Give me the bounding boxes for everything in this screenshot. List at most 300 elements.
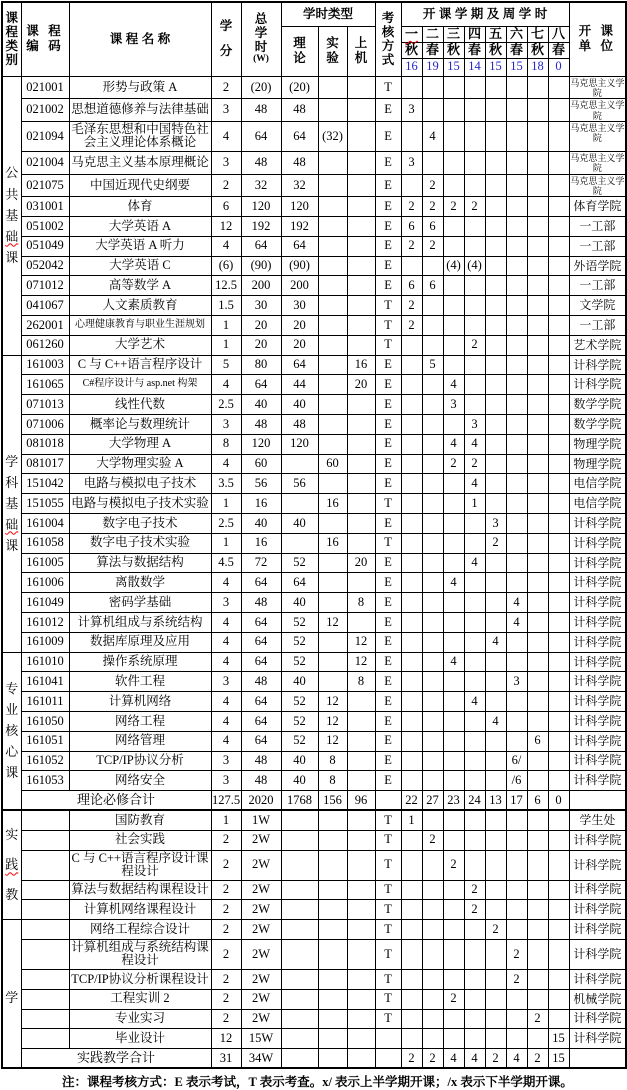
computer-hours-cell: 12 — [347, 632, 375, 652]
semester-hours-cell-3 — [443, 415, 464, 435]
semester-hours-cell-7 — [527, 573, 548, 593]
unit-cell: 计科学院 — [569, 830, 626, 850]
course-name-cell: 体育 — [69, 197, 211, 217]
semester-season-6: 春 — [506, 42, 527, 58]
total-hours-cell: 120 — [241, 434, 281, 454]
credits-cell: 3 — [211, 672, 241, 692]
semester-hours-cell-8 — [548, 217, 569, 237]
unit-cell: 计科学院 — [569, 573, 626, 593]
course-row — [2, 217, 626, 237]
course-code-cell: 161050 — [21, 711, 69, 731]
semester-hours-cell-3: 4 — [443, 434, 464, 454]
semester-hours-cell-8 — [548, 573, 569, 593]
lab-hours-cell — [318, 197, 347, 217]
total-hours-cell: 64 — [241, 121, 281, 151]
semester-hours-cell-2 — [422, 751, 443, 771]
course-name-cell: 算法与数据结构课程设计 — [69, 880, 211, 900]
credits-cell: 3 — [211, 151, 241, 174]
semester-hours-cell-4: 2 — [464, 335, 485, 355]
semester-hours-cell-8 — [548, 316, 569, 336]
semester-hours-cell-8 — [548, 751, 569, 771]
theory-hours-cell — [281, 1009, 318, 1029]
semester-hours-cell-2 — [422, 989, 443, 1009]
course-name-cell: 概率论与数理统计 — [69, 415, 211, 435]
semester-hours-cell-8 — [548, 830, 569, 850]
computer-hours-cell — [347, 236, 375, 256]
course-code-cell: 262001 — [21, 316, 69, 336]
exam-method-cell: E — [375, 771, 401, 791]
computer-hours-cell: 20 — [347, 375, 375, 395]
credits-cell: 1 — [211, 494, 241, 514]
course-code-cell: 081018 — [21, 434, 69, 454]
semester-hours-cell-5 — [485, 355, 506, 375]
course-row — [2, 593, 626, 613]
semester-hours-cell-2 — [422, 573, 443, 593]
category-cell: 学 — [2, 920, 21, 1069]
lab-hours-cell: 12 — [318, 612, 347, 632]
credits-cell: 1 — [211, 533, 241, 553]
total-hours-cell: 80 — [241, 355, 281, 375]
col-header-semester-title: 开 课 学 期 及 周 学 时 — [401, 2, 569, 26]
semester-hours-cell-5: 2 — [485, 1049, 506, 1069]
credits-cell: 1 — [211, 316, 241, 336]
unit-cell: 计科学院 — [569, 1009, 626, 1029]
semester-hours-cell-7 — [527, 514, 548, 534]
unit-cell: 文学院 — [569, 296, 626, 316]
course-row — [2, 236, 626, 256]
col-header-hour-type: 学时类型 — [281, 2, 375, 26]
course-code-cell: 161006 — [21, 573, 69, 593]
course-code-cell — [21, 1009, 69, 1029]
credits-cell: 2 — [211, 76, 241, 99]
course-code-cell — [21, 880, 69, 900]
exam-method-cell: T — [375, 850, 401, 880]
semester-hours-cell-2 — [422, 850, 443, 880]
lab-hours-cell: 12 — [318, 731, 347, 751]
credits-cell: 2.5 — [211, 514, 241, 534]
total-hours-cell: 2W — [241, 880, 281, 900]
computer-hours-cell — [347, 217, 375, 237]
theory-hours-cell: 40 — [281, 514, 318, 534]
course-code-cell: 021004 — [21, 151, 69, 174]
semester-hours-cell-1 — [401, 256, 422, 276]
semester-hours-cell-1 — [401, 692, 422, 712]
semester-hours-cell-4: 24 — [464, 791, 485, 811]
total-hours-cell: 15W — [241, 1029, 281, 1049]
theory-hours-cell — [281, 900, 318, 920]
semester-hours-cell-3 — [443, 751, 464, 771]
semester-hours-cell-6 — [506, 920, 527, 940]
semester-hours-cell-8 — [548, 1009, 569, 1029]
semester-hours-cell-4 — [464, 731, 485, 751]
course-name-cell: 思想道德修养与法律基础 — [69, 99, 211, 122]
semester-hours-cell-3: 4 — [443, 573, 464, 593]
semester-hours-cell-2 — [422, 771, 443, 791]
computer-hours-cell: 8 — [347, 593, 375, 613]
exam-method-cell: T — [375, 900, 401, 920]
semester-hours-cell-3 — [443, 771, 464, 791]
semester-hours-cell-7 — [527, 494, 548, 514]
semester-hours-cell-7 — [527, 256, 548, 276]
semester-hours-cell-1 — [401, 494, 422, 514]
exam-method-cell: E — [375, 355, 401, 375]
unit-cell: 马克思主义学院 — [570, 100, 625, 121]
theory-hours-cell: 200 — [281, 276, 318, 296]
semester-hours-cell-6 — [506, 692, 527, 712]
semester-hours-cell-8 — [548, 514, 569, 534]
unit-cell: 计科学院 — [569, 593, 626, 613]
course-row — [2, 415, 626, 435]
unit-cell: 一工部 — [569, 217, 626, 237]
semester-hours-cell-7 — [527, 969, 548, 989]
semester-hours-cell-3: 2 — [443, 850, 464, 880]
total-hours-cell: 1W — [241, 810, 281, 830]
exam-method-cell: E — [375, 514, 401, 534]
category-cell: 专 业 核 心 课 — [2, 652, 21, 810]
course-name-cell: 大学英语 A 听力 — [69, 236, 211, 256]
semester-hours-cell-8: 0 — [548, 791, 569, 811]
semester-hours-cell-7 — [527, 692, 548, 712]
course-name-cell: 数字电子技术实验 — [69, 533, 211, 553]
semester-hours-cell-5 — [485, 76, 506, 99]
course-code-cell: 071013 — [21, 395, 69, 415]
course-name-cell: 人文素质教育 — [69, 296, 211, 316]
semester-hours-cell-4: 2 — [464, 454, 485, 474]
exam-method-cell: T — [375, 830, 401, 850]
semester-hours-cell-3 — [443, 692, 464, 712]
semester-hours-cell-1 — [401, 920, 422, 940]
exam-method-cell: E — [375, 375, 401, 395]
semester-hours-cell-8 — [548, 355, 569, 375]
semester-hours-cell-4 — [464, 514, 485, 534]
total-hours-cell: 20 — [241, 316, 281, 336]
semester-hours-cell-8 — [548, 533, 569, 553]
semester-hours-cell-8 — [548, 474, 569, 494]
semester-hours-cell-4 — [464, 99, 485, 122]
semester-hours-cell-2: 2 — [422, 1049, 443, 1069]
semester-hours-cell-6 — [506, 553, 527, 573]
total-hours-cell: 64 — [241, 632, 281, 652]
semester-season-3: 秋 — [443, 42, 464, 58]
total-hours-cell: 72 — [241, 553, 281, 573]
credits-cell: 6 — [211, 197, 241, 217]
theory-hours-cell: 40 — [281, 771, 318, 791]
semester-hours-cell-7 — [527, 751, 548, 771]
computer-hours-cell — [347, 494, 375, 514]
semester-number-1: 一 — [401, 26, 422, 42]
total-hours-cell: 120 — [241, 197, 281, 217]
semester-hours-cell-2 — [422, 76, 443, 99]
total-row — [2, 1049, 626, 1069]
lab-hours-cell: 16 — [318, 494, 347, 514]
semester-hours-cell-6 — [506, 236, 527, 256]
semester-hours-cell-5 — [485, 900, 506, 920]
credits-cell: 2 — [211, 880, 241, 900]
lab-hours-cell — [318, 151, 347, 174]
semester-hours-cell-8: 15 — [548, 1029, 569, 1049]
semester-hours-cell-3 — [443, 810, 464, 830]
semester-hours-cell-1 — [401, 830, 422, 850]
exam-method-cell: E — [375, 692, 401, 712]
course-code-cell: 021094 — [21, 121, 69, 151]
semester-hours-cell-6 — [506, 335, 527, 355]
credits-cell: 12 — [211, 1029, 241, 1049]
semester-hours-cell-2 — [422, 810, 443, 830]
semester-weeks-5: 15 — [485, 58, 506, 76]
computer-hours-cell — [347, 939, 375, 969]
semester-hours-cell-5 — [485, 593, 506, 613]
semester-hours-cell-8 — [548, 174, 569, 197]
lab-hours-cell — [318, 375, 347, 395]
semester-hours-cell-6: 2 — [506, 969, 527, 989]
total-hours-cell: 2W — [241, 830, 281, 850]
semester-hours-cell-4 — [464, 989, 485, 1009]
semester-hours-cell-3 — [443, 355, 464, 375]
theory-hours-cell — [281, 920, 318, 940]
credits-cell: 1 — [211, 810, 241, 830]
semester-hours-cell-7 — [527, 850, 548, 880]
semester-hours-cell-2: 6 — [422, 217, 443, 237]
unit-cell: 计科学院 — [569, 920, 626, 940]
semester-hours-cell-1 — [401, 989, 422, 1009]
semester-hours-cell-7 — [527, 375, 548, 395]
semester-hours-cell-8 — [548, 850, 569, 880]
semester-hours-cell-5: 4 — [485, 711, 506, 731]
semester-hours-cell-5 — [485, 830, 506, 850]
semester-hours-cell-3 — [443, 474, 464, 494]
computer-hours-cell — [347, 880, 375, 900]
exam-method-cell: T — [375, 494, 401, 514]
semester-hours-cell-7 — [527, 830, 548, 850]
course-code-cell — [21, 830, 69, 850]
semester-hours-cell-3 — [443, 151, 464, 174]
theory-hours-cell: 120 — [281, 434, 318, 454]
course-name-cell: 大学艺术 — [69, 335, 211, 355]
course-row — [2, 652, 626, 672]
semester-hours-cell-2 — [422, 692, 443, 712]
semester-hours-cell-5 — [485, 652, 506, 672]
unit-cell: 计科学院 — [569, 692, 626, 712]
semester-hours-cell-7 — [527, 474, 548, 494]
exam-method-cell: T — [375, 335, 401, 355]
lab-hours-cell — [318, 632, 347, 652]
semester-hours-cell-4: 1 — [464, 494, 485, 514]
course-row — [2, 494, 626, 514]
semester-hours-cell-6: /6 — [506, 771, 527, 791]
credits-cell: 3 — [211, 771, 241, 791]
exam-method-cell: E — [375, 632, 401, 652]
theory-hours-cell — [281, 454, 318, 474]
course-code-cell: 161041 — [21, 672, 69, 692]
semester-hours-cell-1: 6 — [401, 276, 422, 296]
semester-hours-cell-1: 3 — [401, 99, 422, 122]
semester-hours-cell-4 — [464, 711, 485, 731]
exam-method-cell: T — [375, 920, 401, 940]
course-name-cell: 毕业设计 — [69, 1029, 211, 1049]
exam-method-cell: T — [375, 939, 401, 969]
theory-hours-cell: (90) — [281, 256, 318, 276]
semester-hours-cell-2 — [422, 672, 443, 692]
col-header-category: 课 程 类 别 — [2, 2, 21, 76]
lab-hours-cell — [318, 1049, 347, 1069]
exam-method-cell: T — [375, 76, 401, 99]
credits-cell: 2.5 — [211, 395, 241, 415]
semester-hours-cell-6 — [506, 810, 527, 830]
semester-hours-cell-1 — [401, 1009, 422, 1029]
semester-hours-cell-4: 4 — [464, 474, 485, 494]
lab-hours-cell — [318, 316, 347, 336]
semester-hours-cell-7: 2 — [527, 1049, 548, 1069]
total-hours-cell: 64 — [241, 612, 281, 632]
credits-cell: 1 — [211, 335, 241, 355]
semester-weeks-4: 14 — [464, 58, 485, 76]
semester-hours-cell-6: 2 — [506, 939, 527, 969]
course-code-cell — [21, 900, 69, 920]
semester-hours-cell-7 — [527, 612, 548, 632]
semester-hours-cell-6: 4 — [506, 612, 527, 632]
course-code-cell: 061260 — [21, 335, 69, 355]
course-code-cell — [21, 939, 69, 969]
course-name-cell: 网络管理 — [69, 731, 211, 751]
course-code-cell: 161065 — [21, 375, 69, 395]
course-code-cell — [21, 1029, 69, 1049]
semester-hours-cell-8 — [548, 969, 569, 989]
semester-hours-cell-6: 17 — [506, 791, 527, 811]
unit-cell: 计科学院 — [569, 731, 626, 751]
exam-method-cell: E — [375, 174, 401, 197]
semester-hours-cell-7 — [527, 672, 548, 692]
semester-hours-cell-2 — [422, 593, 443, 613]
semester-hours-cell-1 — [401, 415, 422, 435]
credits-cell: 4 — [211, 121, 241, 151]
exam-method-cell: E — [375, 553, 401, 573]
theory-hours-cell — [281, 880, 318, 900]
semester-hours-cell-2: 2 — [422, 830, 443, 850]
semester-hours-cell-6 — [506, 276, 527, 296]
course-row — [2, 880, 626, 900]
exam-method-cell: E — [375, 731, 401, 751]
exam-method-cell: E — [375, 751, 401, 771]
lab-hours-cell: 60 — [318, 454, 347, 474]
semester-number-4: 四 — [464, 26, 485, 42]
total-hours-cell: 30 — [241, 296, 281, 316]
course-code-cell: 161003 — [21, 355, 69, 375]
semester-hours-cell-6 — [506, 474, 527, 494]
semester-hours-cell-2 — [422, 514, 443, 534]
total-hours-cell: 48 — [241, 672, 281, 692]
theory-hours-cell: 52 — [281, 612, 318, 632]
col-header-hour-type-1: 理 论 — [281, 26, 318, 76]
total-hours-cell: 2W — [241, 850, 281, 880]
total-hours-cell: (20) — [241, 76, 281, 99]
theory-hours-cell: 32 — [281, 174, 318, 197]
semester-hours-cell-6 — [506, 355, 527, 375]
unit-cell: 计科学院 — [569, 880, 626, 900]
semester-hours-cell-6 — [506, 434, 527, 454]
total-hours-cell: 34W — [241, 1049, 281, 1069]
semester-season-1: 秋 — [401, 42, 422, 58]
semester-hours-cell-8 — [548, 711, 569, 731]
credits-cell: 4 — [211, 632, 241, 652]
unit-cell: 马克思主义学院 — [570, 77, 625, 98]
semester-hours-cell-3 — [443, 920, 464, 940]
total-hours-cell: 64 — [241, 236, 281, 256]
semester-hours-cell-7 — [527, 593, 548, 613]
course-row — [2, 830, 626, 850]
unit-cell: 计科学院 — [569, 969, 626, 989]
unit-cell: 一工部 — [569, 236, 626, 256]
theory-hours-cell: 64 — [281, 121, 318, 151]
semester-hours-cell-8 — [548, 415, 569, 435]
semester-hours-cell-5 — [485, 810, 506, 830]
course-row — [2, 1029, 626, 1049]
semester-hours-cell-1: 1 — [401, 810, 422, 830]
credits-cell: (6) — [211, 256, 241, 276]
lab-hours-cell — [318, 593, 347, 613]
theory-hours-cell: 44 — [281, 375, 318, 395]
semester-hours-cell-5 — [485, 217, 506, 237]
semester-hours-cell-4 — [464, 632, 485, 652]
course-name-cell: C 与 C++语言程序设计 — [69, 355, 211, 375]
semester-hours-cell-7 — [527, 335, 548, 355]
course-row — [2, 375, 626, 395]
computer-hours-cell — [347, 692, 375, 712]
semester-hours-cell-4 — [464, 355, 485, 375]
computer-hours-cell — [347, 316, 375, 336]
course-row — [2, 121, 626, 151]
course-code-cell: 051002 — [21, 217, 69, 237]
unit-cell: 计科学院 — [569, 850, 626, 880]
semester-hours-cell-4 — [464, 672, 485, 692]
semester-hours-cell-7 — [527, 632, 548, 652]
total-hours-cell: 48 — [241, 415, 281, 435]
semester-hours-cell-7 — [527, 355, 548, 375]
course-row — [2, 989, 626, 1009]
lab-hours-cell: (32) — [318, 121, 347, 151]
unit-cell: 马克思主义学院 — [570, 152, 625, 174]
semester-hours-cell-5 — [485, 850, 506, 880]
semester-hours-cell-6 — [506, 652, 527, 672]
exam-method-cell: E — [375, 121, 401, 151]
semester-hours-cell-2 — [422, 920, 443, 940]
course-name-cell: 网络安全 — [69, 771, 211, 791]
semester-hours-cell-2 — [422, 533, 443, 553]
lab-hours-cell — [318, 276, 347, 296]
semester-hours-cell-1 — [401, 612, 422, 632]
semester-hours-cell-3 — [443, 939, 464, 969]
semester-hours-cell-1 — [401, 573, 422, 593]
semester-hours-cell-8 — [548, 121, 569, 151]
course-row — [2, 335, 626, 355]
credits-cell: 3 — [211, 415, 241, 435]
semester-hours-cell-7 — [527, 217, 548, 237]
total-hours-cell: 40 — [241, 514, 281, 534]
unit-cell: 计科学院 — [569, 939, 626, 969]
unit-cell: 计科学院 — [569, 672, 626, 692]
theory-hours-cell: 52 — [281, 632, 318, 652]
course-row — [2, 533, 626, 553]
semester-hours-cell-3 — [443, 593, 464, 613]
course-name-cell: 工程实训 2 — [69, 989, 211, 1009]
credits-cell: 2 — [211, 920, 241, 940]
unit-cell: 计科学院 — [569, 355, 626, 375]
semester-hours-cell-2 — [422, 316, 443, 336]
semester-hours-cell-3 — [443, 174, 464, 197]
total-hours-cell: 48 — [241, 99, 281, 122]
total-hours-cell: (90) — [241, 256, 281, 276]
computer-hours-cell: 20 — [347, 553, 375, 573]
computer-hours-cell — [347, 197, 375, 217]
